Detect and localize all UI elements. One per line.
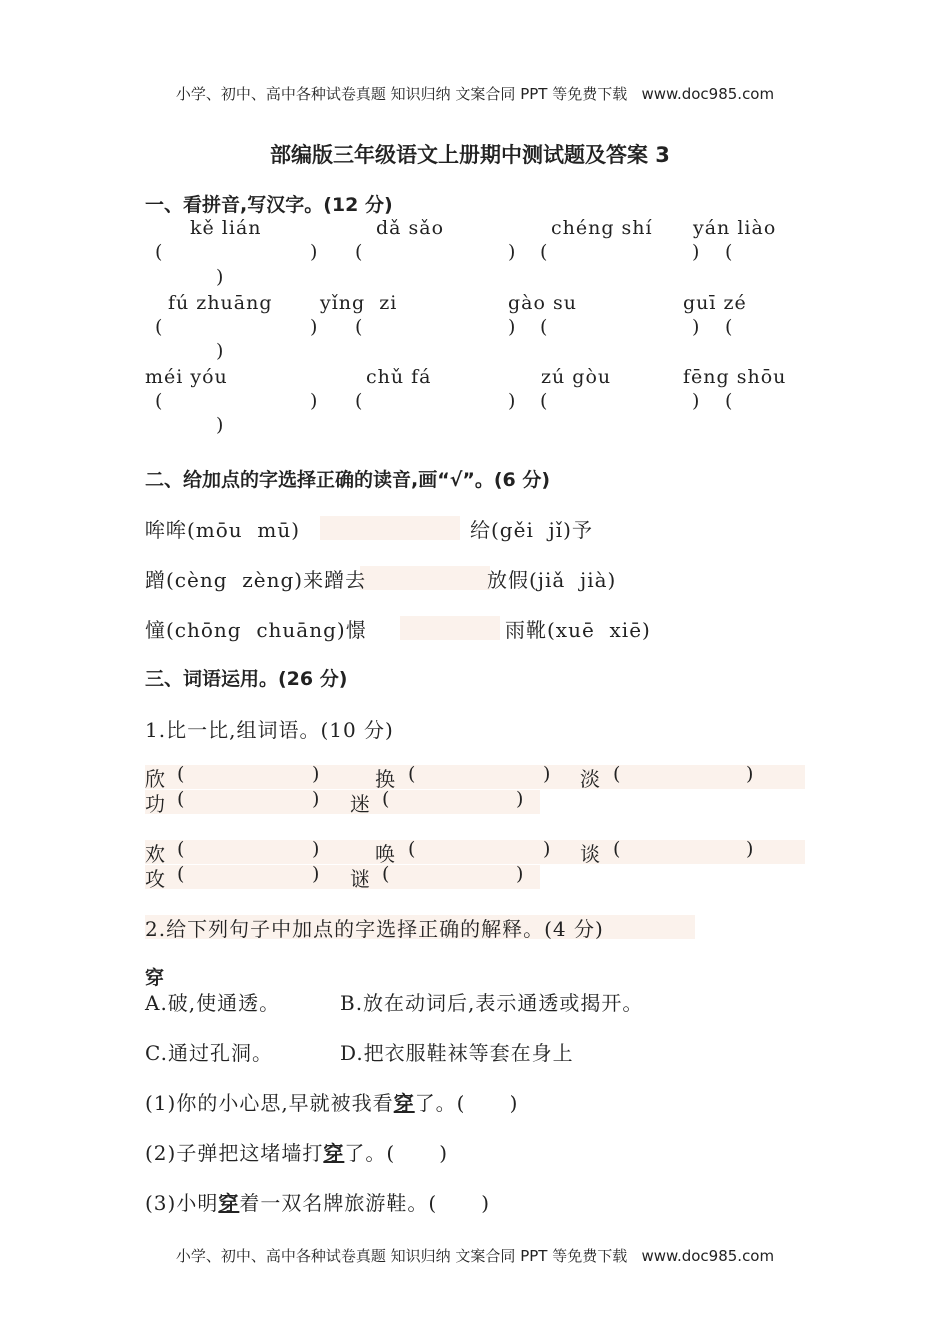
blank-close: ) [516,863,524,885]
compare-char: 谈 [580,842,601,866]
pinyin-r2-2: yǐng zi [320,292,398,314]
blank-close: ) [746,838,754,860]
blank-close: ) [543,763,551,785]
option-d: D.把衣服鞋袜等套在身上 [340,1041,574,1065]
section3-heading: 三、词语运用。(26 分) [145,668,348,690]
blank-close: ) [692,316,700,338]
blank-open: ( [408,763,416,785]
pinyin-r2-4: guī zé [683,292,747,314]
marked-char: 穿 [218,1191,240,1215]
blank-close: ) [692,241,700,263]
option-b: B.放在动词后,表示通透或揭开。 [340,991,644,1015]
highlight-band [145,765,805,789]
blank-open: ( [155,316,163,338]
pinyin-r3-1: méi yóu [145,366,228,388]
blank-open: ( [355,316,363,338]
reading-item-4: 放假(jiǎ jià) [487,568,617,592]
q2-word: 穿 [145,967,165,989]
pinyin-r3-4: fēng shōu [683,366,787,388]
compare-char: 攻 [145,867,166,891]
blank-open: ( [355,241,363,263]
option-c: C.通过孔洞。 [145,1041,273,1065]
blank-close: ) [310,390,318,412]
blank-close: ) [508,316,516,338]
reading-item-5: 憧(chōng chuāng)憬 [145,618,367,642]
highlight-band [360,566,490,590]
page-header: 小学、初中、高中各种试卷真题 知识归纳 文案合同 PPT 等免费下载 www.doc985.com [175,85,775,103]
compare-char: 换 [375,767,396,791]
blank-open: ( [155,390,163,412]
blank-close: ) [746,763,754,785]
page-footer: 小学、初中、高中各种试卷真题 知识归纳 文案合同 PPT 等免费下载 www.doc985.com [175,1247,775,1265]
reading-item-3: 蹭(cèng zèng)来蹭去 [145,568,367,592]
highlight-band [145,840,805,864]
q2-title: 2.给下列句子中加点的字选择正确的解释。(4 分) [145,917,604,941]
blank-close: ) [516,788,524,810]
blank-open: ( [408,838,416,860]
blank-open: ( [725,241,733,263]
compare-char: 淡 [580,767,601,791]
blank-open: ( [355,390,363,412]
section2-heading: 二、给加点的字选择正确的读音,画“√”。(6 分) [145,469,551,491]
compare-char: 唤 [375,842,396,866]
sentence-3: (3)小明穿着一双名牌旅游鞋。( ) [145,1191,491,1215]
page-title: 部编版三年级语文上册期中测试题及答案 3 [270,143,670,167]
pinyin-r1-3: chéng shí [551,217,653,239]
highlight-band [145,790,540,814]
blank-close: ) [310,241,318,263]
blank-open: ( [382,788,390,810]
blank-open: ( [177,763,185,785]
blank-open: ( [540,390,548,412]
pinyin-r1-1: kě lián [190,217,262,239]
q1-title: 1.比一比,组词语。(10 分) [145,718,394,742]
marked-char: 穿 [393,1091,415,1115]
blank-open: ( [540,241,548,263]
pinyin-r1-2: dǎ sǎo [376,217,445,239]
sentence-1: (1)你的小心思,早就被我看穿了。( ) [145,1091,519,1115]
blank-close: ) [543,838,551,860]
blank-close: ) [216,414,224,436]
blank-open: ( [540,316,548,338]
section1-heading: 一、看拼音,写汉字。(12 分) [145,194,393,216]
blank-open: ( [725,390,733,412]
pinyin-r2-3: gào su [508,292,577,314]
sentence-2: (2)子弹把这堵墙打穿了。( ) [145,1141,449,1165]
blank-close: ) [692,390,700,412]
marked-char: 穿 [323,1141,345,1165]
highlight-band [145,865,540,889]
highlight-band [320,516,460,540]
compare-char: 功 [145,792,166,816]
pinyin-r3-2: chǔ fá [366,366,432,388]
blank-close: ) [312,863,320,885]
reading-item-6: 雨靴(xuē xiē) [505,618,651,642]
pinyin-r1-4: yán liào [693,217,777,239]
compare-char: 谜 [350,867,371,891]
blank-close: ) [312,838,320,860]
blank-open: ( [613,838,621,860]
reading-item-2: 给(gěi jǐ)予 [470,518,593,542]
highlight-band [400,616,500,640]
blank-close: ) [310,316,318,338]
compare-char: 欣 [145,767,166,791]
compare-char: 迷 [350,792,371,816]
blank-open: ( [177,838,185,860]
pinyin-r3-3: zú gòu [541,366,612,388]
blank-close: ) [508,241,516,263]
blank-open: ( [725,316,733,338]
blank-close: ) [508,390,516,412]
blank-open: ( [613,763,621,785]
blank-open: ( [177,788,185,810]
compare-char: 欢 [145,842,166,866]
pinyin-r2-1: fú zhuāng [168,292,273,314]
blank-open: ( [177,863,185,885]
option-a: A.破,使通透。 [145,991,281,1015]
blank-close: ) [216,266,224,288]
reading-item-1: 哞哞(mōu mū) [145,518,301,542]
blank-open: ( [155,241,163,263]
blank-close: ) [312,763,320,785]
blank-open: ( [382,863,390,885]
blank-close: ) [312,788,320,810]
blank-close: ) [216,340,224,362]
